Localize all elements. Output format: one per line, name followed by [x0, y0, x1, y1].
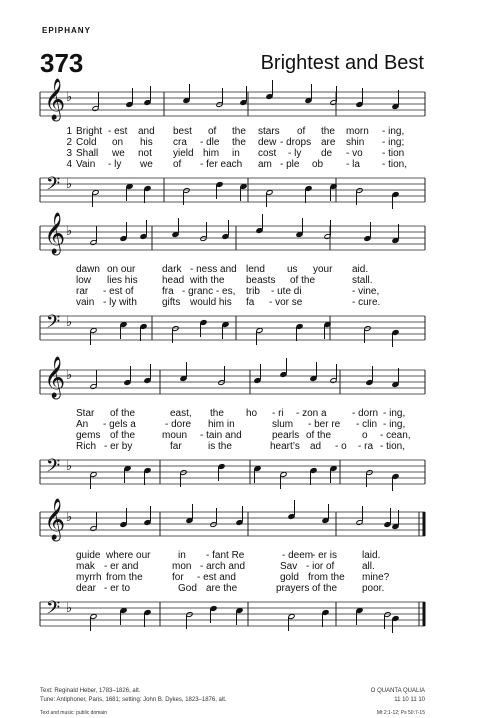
lyrics-system-4: [40, 550, 425, 594]
note-stem: [260, 364, 261, 379]
lyric-line: vain - ly with gifts would his fa - vor se - cure.: [76, 297, 381, 308]
lyric-line: guide where our in - fant Re - deem - er is laid.: [76, 550, 381, 561]
lyric-line: 3 Shall we not yield him in cost - ly de - vo - tion: [66, 148, 405, 159]
treble-clef-icon: 𝄞: [44, 79, 66, 120]
note-stem: [366, 473, 367, 487]
note-stem: [224, 366, 225, 381]
lyrics-system-1: [40, 126, 425, 170]
lyrics-system-2: [40, 264, 425, 308]
note-stem: [222, 325, 223, 339]
lyric-line: low lies his head with the beasts of the stall.: [76, 275, 373, 286]
lyric-line: rar - est of fra - granc - es, trib - ute di - vine,: [76, 286, 380, 297]
treble-clef-icon: 𝄞: [44, 213, 66, 254]
note-stem: [324, 325, 325, 339]
rights-notice: Text and music: public domain: [40, 710, 107, 716]
note-stem: [90, 331, 91, 345]
bass-staff: [40, 600, 425, 634]
note-stem: [96, 370, 97, 385]
note-stem: [254, 469, 255, 483]
note-stem: [98, 92, 99, 107]
flat-icon: ♭: [66, 510, 73, 525]
note-stem: [216, 508, 217, 523]
flat-icon: ♭: [66, 177, 73, 192]
note-stem: [126, 187, 127, 201]
flat-icon: ♭: [66, 90, 73, 105]
note-stem: [240, 187, 241, 201]
lyric-line: gems of the moun - tain and pearls of the o - cean,: [76, 430, 411, 441]
note-stem: [328, 504, 329, 519]
bass-clef-icon: 𝄢: [46, 456, 61, 481]
note-stem: [216, 185, 217, 199]
note-stem: [218, 467, 219, 481]
note-stem: [210, 609, 211, 623]
note-stem: [183, 191, 184, 205]
note-stem: [286, 358, 287, 373]
bass-clef-icon: 𝄢: [46, 312, 61, 337]
note-stem: [130, 366, 131, 381]
note-stem: [302, 218, 303, 233]
note-stem: [180, 473, 181, 487]
tune-name: O QUANTA QUALIA: [370, 688, 425, 694]
lyric-line: Star of the east, the ho - ri - zon a - dorn - ing,: [76, 408, 406, 419]
hymn-title: Brightest and Best: [260, 52, 424, 74]
text-credit: Text: Reginald Heber, 1783–1826, alt.: [40, 688, 141, 694]
treble-staff: [40, 366, 425, 406]
lyric-line: dear - er to God are the prayers of the poor.: [76, 583, 385, 594]
note-stem: [362, 88, 363, 103]
lyrics-system-3: [40, 408, 425, 452]
bass-clef-icon: 𝄢: [46, 598, 61, 623]
note-stem: [330, 469, 331, 483]
note-stem: [189, 84, 190, 99]
note-stem: [310, 471, 311, 485]
note-stem: [120, 325, 121, 339]
note-stem: [120, 611, 121, 625]
note-stem: [126, 508, 127, 523]
music-system-4: [40, 499, 425, 648]
note-stem: [246, 86, 247, 101]
note-stem: [392, 333, 393, 347]
note-stem: [150, 364, 151, 379]
flat-icon: ♭: [66, 315, 73, 330]
note-stem: [266, 193, 267, 207]
note-stem: [390, 508, 391, 523]
lyric-line: 2 Cold on his cra - dle the dew - drops are shin - ing;: [66, 137, 405, 148]
note-stem: [392, 619, 393, 633]
note-stem: [372, 366, 373, 381]
note-stem: [144, 613, 145, 627]
note-stem: [186, 615, 187, 629]
scripture-reference: Mt 2:1-12; Ps 50:7-15: [376, 710, 425, 716]
note-stem: [370, 222, 371, 237]
note-stem: [144, 189, 145, 203]
note-stem: [96, 512, 97, 527]
note-stem: [288, 617, 289, 631]
note-stem: [146, 220, 147, 235]
note-stem: [200, 323, 201, 337]
note-stem: [242, 506, 243, 521]
flat-icon: ♭: [66, 601, 73, 616]
note-stem: [296, 327, 297, 341]
note-stem: [262, 214, 263, 229]
note-stem: [172, 329, 173, 343]
note-stem: [305, 189, 306, 203]
note-stem: [392, 195, 393, 209]
flat-icon: ♭: [66, 224, 73, 239]
note-stem: [322, 613, 323, 627]
note-stem: [90, 617, 91, 631]
lyric-line: mak - er and mon - arch and Sav - ior of all.: [76, 561, 375, 572]
note-stem: [192, 504, 193, 519]
lyric-line: 1 Bright - est and best of the stars of the morn - ing,: [66, 126, 405, 137]
lyric-line: myrrh from the for - est and gold from the mine?: [76, 572, 390, 583]
note-stem: [132, 88, 133, 103]
note-stem: [336, 86, 337, 101]
note-stem: [272, 80, 273, 95]
note-stem: [356, 191, 357, 205]
tune-info: [371, 687, 425, 718]
note-stem: [150, 86, 151, 101]
note-stem: [398, 510, 399, 525]
note-stem: [398, 224, 399, 239]
note-stem: [384, 615, 385, 629]
lyric-line: An - gels a - dore him in slum - ber re - clin - ing,: [76, 419, 406, 430]
hymn-number: 373: [40, 48, 84, 78]
note-stem: [236, 611, 237, 625]
note-stem: [228, 220, 229, 235]
note-stem: [392, 477, 393, 491]
flat-icon: ♭: [66, 368, 73, 383]
flat-icon: ♭: [66, 459, 73, 474]
note-stem: [398, 368, 399, 383]
note-stem: [124, 469, 125, 483]
note-stem: [206, 222, 207, 237]
treble-clef-icon: 𝄞: [44, 357, 66, 398]
treble-staff: [40, 508, 425, 548]
note-stem: [222, 88, 223, 103]
note-stem: [140, 327, 141, 341]
tune-credit: Tune: Antiphoner, Paris, 1681; setting: John B. Dykes, 1823–1876, alt.: [40, 697, 227, 703]
note-stem: [294, 500, 295, 515]
section-label: EPIPHANY: [42, 26, 91, 35]
note-stem: [150, 506, 151, 521]
lyric-line: Rich - er by far is the heart’s ad - o - ra - tion,: [76, 441, 406, 452]
treble-clef-icon: 𝄞: [44, 499, 66, 540]
credits: [40, 687, 227, 718]
note-stem: [362, 506, 363, 521]
note-stem: [330, 220, 331, 235]
note-stem: [398, 90, 399, 105]
note-stem: [92, 193, 93, 207]
lyric-line: 4 Vain - ly we of - fer each am - ple ob - la - tion,: [66, 159, 408, 170]
note-stem: [90, 475, 91, 489]
note-stem: [186, 362, 187, 377]
note-stem: [336, 364, 337, 379]
note-stem: [330, 187, 331, 201]
note-stem: [280, 475, 281, 489]
treble-staff: [40, 222, 425, 262]
note-stem: [96, 226, 97, 241]
note-stem: [178, 218, 179, 233]
note-stem: [256, 331, 257, 345]
lyric-line: dawn on our dark - ness and lend us your aid.: [76, 264, 369, 275]
note-stem: [356, 611, 357, 625]
bass-clef-icon: 𝄢: [46, 174, 61, 199]
note-stem: [126, 222, 127, 237]
meter: 11 10 11 10: [394, 697, 425, 703]
note-stem: [364, 329, 365, 343]
note-stem: [316, 362, 317, 377]
note-stem: [144, 471, 145, 485]
note-stem: [311, 84, 312, 99]
